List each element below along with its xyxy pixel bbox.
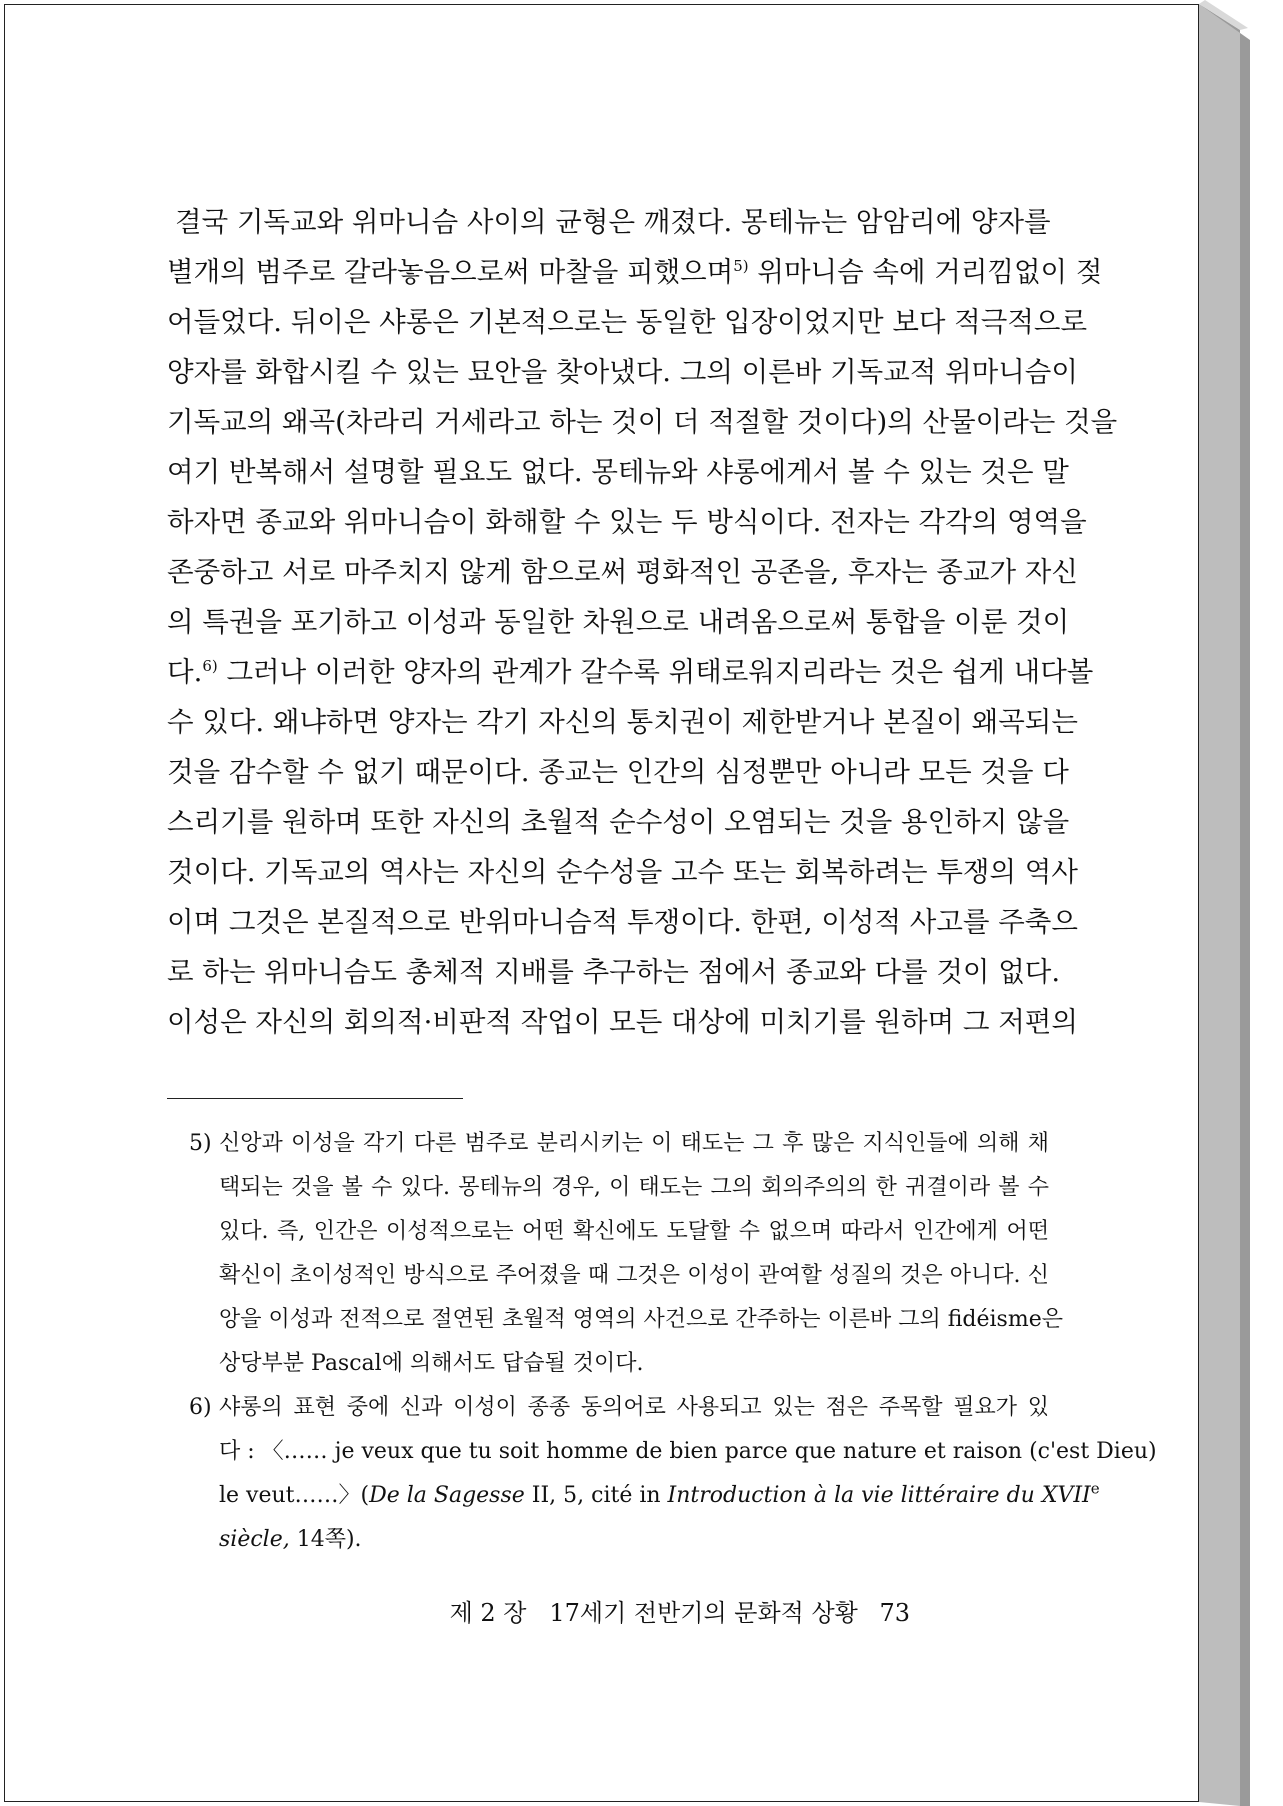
text-line: 결국 기독교와 위마니슴 사이의 균형은 깨졌다. 몽테뉴는 암암리에 양자를 (175, 206, 1051, 238)
text-line: 양자를 화합시킬 수 있는 묘안을 찾아냈다. 그의 이른바 기독교적 위마니슴이 (167, 356, 1078, 388)
footnote-line: le veut……〉(De la Sagesse II, 5, cité in Introduction à la vie littéraire du XVIIe (219, 1479, 1100, 1508)
footnote-ref-5[interactable]: 5) (733, 256, 749, 275)
text-line: 스리기를 원하며 또한 자신의 초월적 순수성이 오염되는 것을 용인하지 않을 (167, 806, 1070, 838)
footnote-number: 5) (189, 1131, 212, 1156)
text-line: 기독교의 왜곡(차라리 거세라고 하는 것이 더 적절할 것이다)의 산물이라는 것을 (167, 406, 1118, 438)
cited-title: De la Sagesse (369, 1483, 525, 1508)
main-paragraph (167, 197, 1118, 1047)
footnote-line: 샤롱의 표현 중에 신과 이성이 종종 동의어로 사용되고 있는 점은 주목할 필요가 있 (219, 1395, 1049, 1420)
footnote-number: 6) (189, 1395, 212, 1420)
text-line: 것이다. 기독교의 역사는 자신의 순수성을 고수 또는 회복하려는 투쟁의 역사 (167, 856, 1078, 888)
book-page (4, 4, 1199, 1802)
footnote-line: 있다. 즉, 인간은 이성적으로는 어떤 확신에도 도달할 수 없으며 따라서 인간에게 어떤 (219, 1219, 1049, 1244)
text-line: 존중하고 서로 마주치지 않게 함으로써 평화적인 공존을, 후자는 종교가 자신 (167, 556, 1078, 588)
text-line: 의 특권을 포기하고 이성과 동일한 차원으로 내려옴으로써 통합을 이룬 것이 (167, 606, 1070, 638)
footnote-line: 확신이 초이성적인 방식으로 주어졌을 때 그것은 이성이 관여할 성질의 것은 아니다. 신 (219, 1263, 1049, 1288)
footnote-line: siècle, 14쪽). (219, 1527, 362, 1552)
footnote-divider (167, 1098, 463, 1099)
chapter-title: 17세기 전반기의 문화적 상황 (549, 1599, 858, 1627)
text-line: 것을 감수할 수 없기 때문이다. 종교는 인간의 심정뿐만 아니라 모든 것을 다 (167, 756, 1069, 788)
text-line: 별개의 범주로 갈라놓음으로써 마찰을 피했으며$^{5)}$ 위마니슴 속에 거리낌없이 젖 (167, 256, 1103, 288)
chapter-label: 제 2 장 (449, 1599, 527, 1627)
page-number: 73 (879, 1599, 910, 1627)
footnote-6 (189, 1386, 1157, 1562)
text-line: 다.$^{6)}$ 그러나 이러한 양자의 관계가 갈수록 위태로워지리라는 것은 쉽게 내다볼 (167, 656, 1094, 688)
text-line: 이며 그것은 본질적으로 반위마니슴적 투쟁이다. 한편, 이성적 사고를 주축으 (167, 906, 1078, 938)
footnote-line: 앙을 이성과 전적으로 절연된 초월적 영역의 사건으로 간주하는 이른바 그의 fidéisme은 (219, 1307, 1063, 1332)
text-line: 로 하는 위마니슴도 총체적 지배를 추구하는 점에서 종교와 다를 것이 없다. (167, 956, 1061, 988)
text-line: 어들었다. 뒤이은 샤롱은 기본적으로는 동일한 입장이었지만 보다 적극적으로 (167, 306, 1088, 338)
footnote-line: 신앙과 이성을 각기 다른 범주로 분리시키는 이 태도는 그 후 많은 지식인들에 의해 채 (219, 1131, 1049, 1156)
footnote-5 (189, 1122, 1063, 1386)
running-footer (450, 1593, 910, 1628)
footnotes (189, 1122, 1157, 1562)
text-line: 하자면 종교와 위마니슴이 화해할 수 있는 두 방식이다. 전자는 각각의 영역을 (167, 506, 1087, 538)
footnote-line: 택되는 것을 볼 수 있다. 몽테뉴의 경우, 이 태도는 그의 회의주의의 한 귀결이라 볼 수 (219, 1175, 1049, 1200)
cited-title: Introduction à la vie littéraire du XVII (667, 1483, 1091, 1508)
footnote-ref-6[interactable]: 6) (202, 656, 218, 675)
text-line: 여기 반복해서 설명할 필요도 없다. 몽테뉴와 샤롱에게서 볼 수 있는 것은 말 (167, 456, 1069, 488)
footnote-line: 상당부분 Pascal에 의해서도 답습될 것이다. (219, 1351, 644, 1376)
footnote-line: 다 : 〈…… je veux que tu soit homme de bien parce que nature et raison (c'est Dieu) (219, 1439, 1157, 1464)
text-line: 이성은 자신의 회의적·비판적 작업이 모든 대상에 미치기를 원하며 그 저편의 (167, 1006, 1078, 1038)
text-line: 수 있다. 왜냐하면 양자는 각기 자신의 통치권이 제한받거나 본질이 왜곡되는 (167, 706, 1078, 738)
